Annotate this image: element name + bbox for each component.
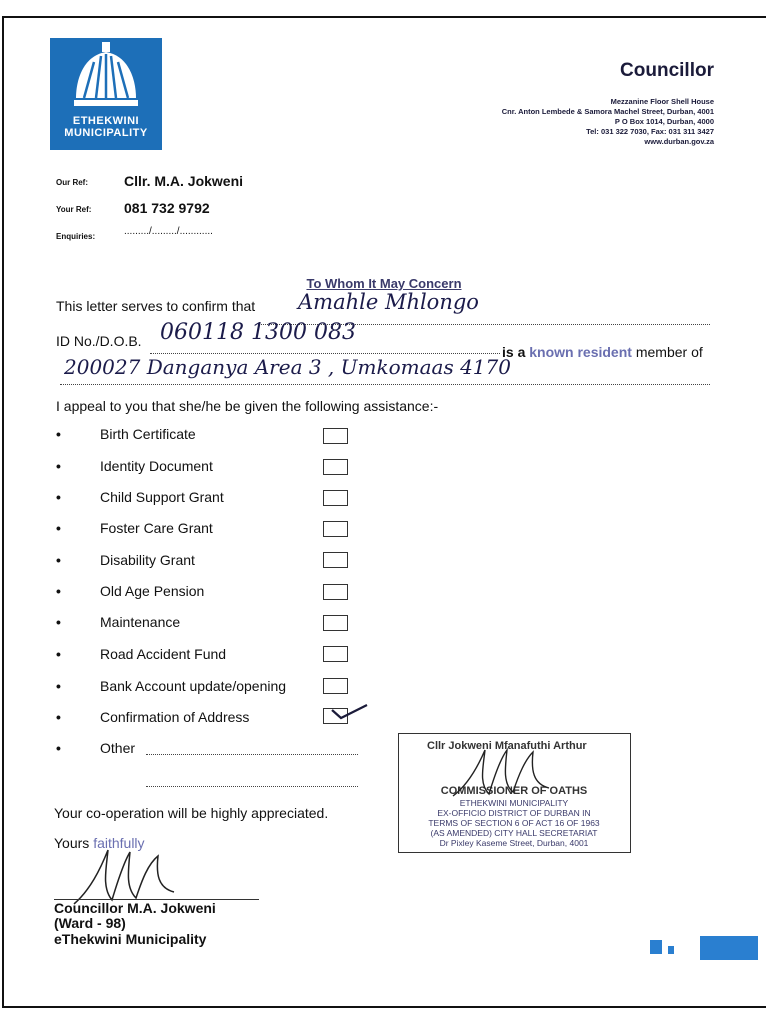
other-dotted-line: [146, 754, 358, 755]
checkbox-maintenance[interactable]: [323, 615, 348, 631]
checkbox-bank-account[interactable]: [323, 678, 348, 694]
city-hall-dome-icon: [68, 42, 144, 114]
address-line: Cnr. Anton Lembede & Samora Machel Street, Durban, 4001: [501, 107, 714, 116]
address-dotted-line: [60, 384, 710, 385]
ethekwini-logo: [50, 38, 162, 150]
letter-heading: To Whom It May Concern: [306, 276, 462, 291]
enquiries-value: ........./........./............: [124, 226, 213, 237]
letterhead-title: Councillor: [620, 60, 714, 81]
logo-text-line1: ETHEKWINI: [72, 115, 140, 127]
stamp-line: ETHEKWINI MUNICIPALITY: [459, 798, 569, 808]
stamp-signature-icon: [449, 744, 559, 804]
scan-mark: [668, 946, 674, 954]
your-ref-label: Your Ref:: [56, 205, 92, 214]
address-line: www.durban.gov.za: [644, 137, 714, 146]
signatory-municipality: eThekwini Municipality: [54, 931, 207, 947]
scan-mark: [700, 936, 758, 960]
other-dotted-line-2: [146, 786, 358, 787]
logo-text-line2: MUNICIPALITY: [64, 127, 148, 139]
resident-name-handwritten: Amahle Mhlongo: [298, 290, 479, 314]
checkbox-child-support-grant[interactable]: [323, 490, 348, 506]
checkbox-foster-care-grant[interactable]: [323, 521, 348, 537]
checkmark-icon: [329, 702, 369, 724]
your-ref-value: 081 732 9792: [124, 200, 210, 216]
checkbox-identity-document[interactable]: [323, 459, 348, 475]
id-label: ID No./D.O.B.: [56, 333, 142, 349]
checkbox-birth-certificate[interactable]: [323, 428, 348, 444]
appeal-text: I appeal to you that she/he be given the following assistance:-: [56, 398, 439, 414]
id-dotted-line: [150, 353, 500, 354]
is-a-text: is a known resident member of: [502, 344, 703, 360]
signatory-ward: (Ward - 98): [54, 915, 126, 931]
stamp-line: EX-OFFICIO DISTRICT OF DURBAN IN: [437, 808, 591, 818]
checkbox-old-age-pension[interactable]: [323, 584, 348, 600]
checkbox-road-accident-fund[interactable]: [323, 646, 348, 662]
resident-address-handwritten: 200027 Danganya Area 3 , Umkomaas 4170: [64, 355, 511, 379]
address-line: P O Box 1014, Durban, 4000: [614, 117, 714, 126]
checkbox-disability-grant[interactable]: [323, 552, 348, 568]
confirm-text: This letter serves to confirm that: [56, 298, 256, 314]
stamp-title: COMMISSIONER OF OATHS: [440, 785, 588, 797]
address-line: Tel: 031 322 7030, Fax: 031 311 3427: [586, 127, 714, 136]
stamp-line: Dr Pixley Kaseme Street, Durban, 4001: [439, 838, 589, 848]
scan-mark: [650, 940, 662, 954]
enquiries-label: Enquiries:: [56, 232, 96, 241]
our-ref-label: Our Ref:: [56, 178, 88, 187]
stamp-line: (AS AMENDED) CITY HALL SECRETARIAT: [430, 828, 598, 838]
our-ref-value: Cllr. M.A. Jokweni: [124, 173, 244, 189]
cooperation-text: Your co-operation will be highly appreciated.: [54, 805, 329, 821]
commissioner-stamp: [398, 733, 631, 853]
yours-faithfully: Yours faithfully: [54, 835, 145, 851]
id-number-handwritten: 060118 1300 083: [160, 320, 356, 345]
signatory-name: Councillor M.A. Jokweni: [54, 900, 216, 916]
stamp-name: Cllr Jokweni Mfanafuthi Arthur: [427, 740, 587, 752]
stamp-line: TERMS OF SECTION 6 OF ACT 16 OF 1963: [428, 818, 600, 828]
address-line: Mezzanine Floor Shell House: [610, 97, 714, 106]
